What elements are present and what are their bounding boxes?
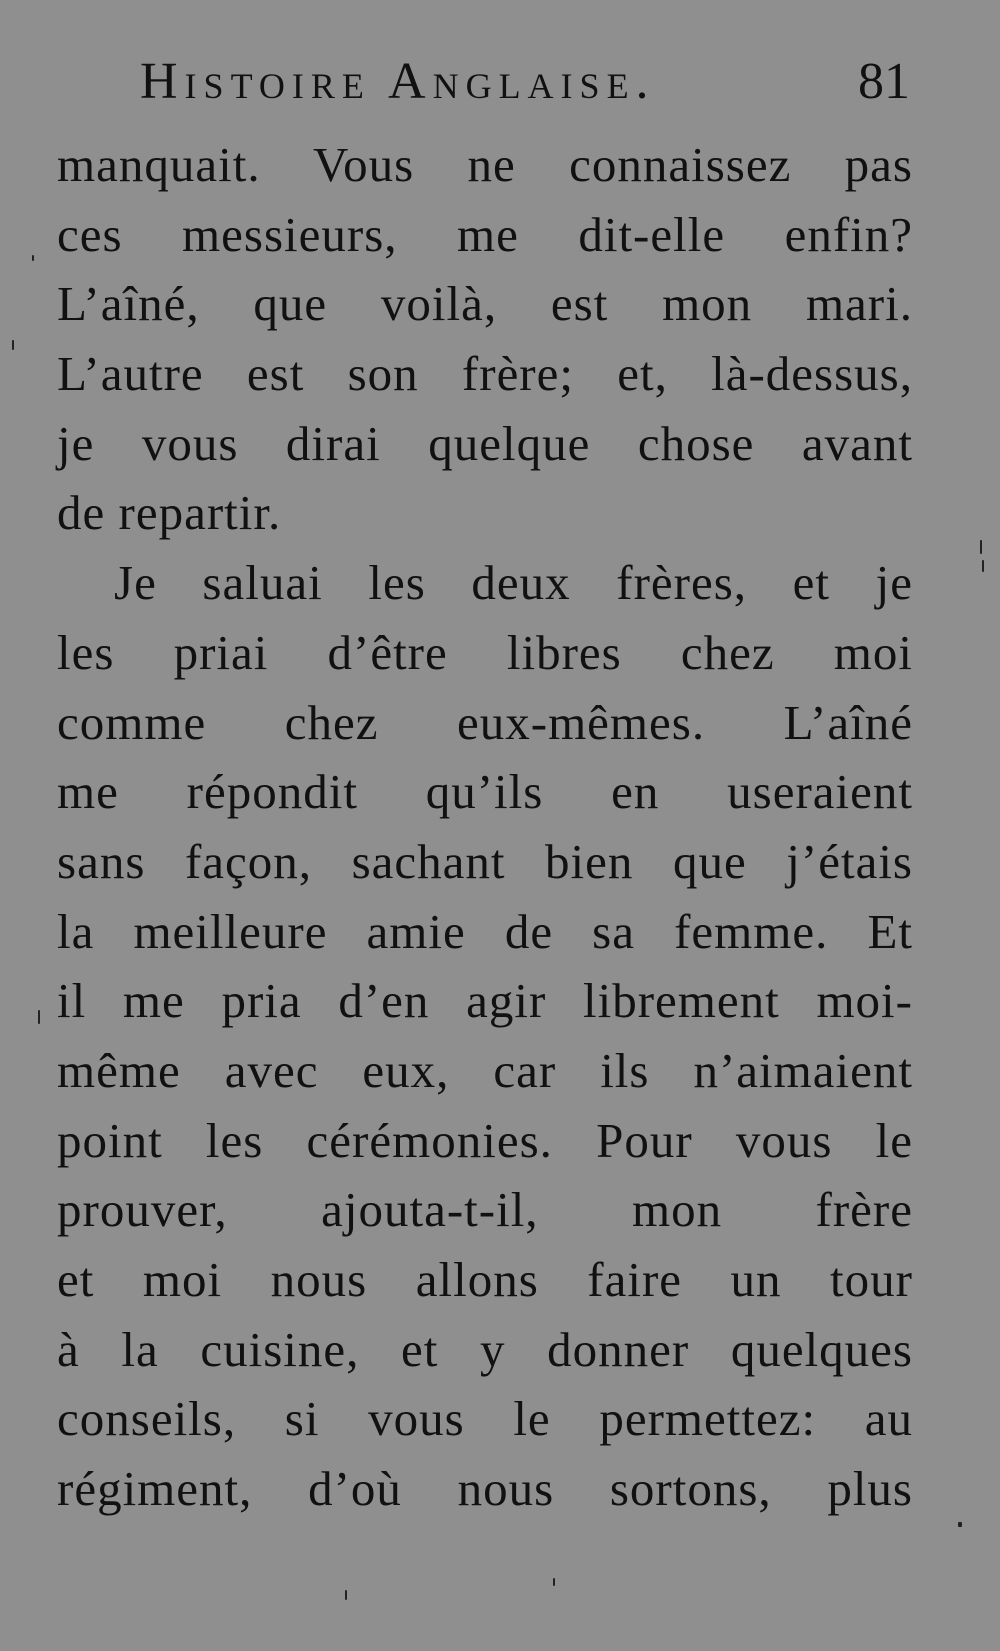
speck: [12, 340, 14, 350]
text-line: sans façon, sachant bien que j’étais: [57, 833, 913, 889]
paragraph-1: [57, 130, 913, 548]
text-line: Je saluai les deux frères, et je: [114, 555, 913, 611]
paragraph-2: [57, 548, 913, 1524]
text-line: me répondit qu’ils en useraient: [57, 764, 913, 820]
text-line: à la cuisine, et y donner quelques: [57, 1321, 913, 1377]
text-line: comme chez eux-mêmes. L’aîné: [57, 694, 913, 750]
page-header: [140, 52, 910, 112]
text-line: conseils, si vous le permettez: au: [57, 1391, 913, 1447]
text-line: de repartir.: [57, 485, 282, 541]
text-line: L’autre est son frère; et, là-dessus,: [57, 346, 913, 402]
speck: [553, 1578, 555, 1586]
text-line: manquait. Vous ne connaissez pas: [57, 137, 913, 192]
text-line: et moi nous allons faire un tour: [57, 1252, 913, 1307]
running-title: Histoire Anglaise.: [140, 53, 656, 110]
text-line: point les cérémonies. Pour vous le: [57, 1112, 913, 1168]
page-number: 81: [858, 53, 910, 110]
text-line: L’aîné, que voilà, est mon mari.: [57, 276, 913, 332]
body-text: [57, 130, 913, 1524]
text-line: prouver, ajouta-t-il, mon frère: [57, 1182, 913, 1238]
text-line: ces messieurs, me dit-elle enfin?: [57, 206, 913, 262]
text-line: même avec eux, car ils n’aimaient: [57, 1042, 913, 1098]
speck: [38, 1010, 40, 1024]
speck: [980, 540, 982, 554]
speck: [345, 1590, 347, 1600]
text-line: la meilleure amie de sa femme. Et: [57, 903, 913, 959]
speck: [32, 255, 34, 261]
speck: [982, 560, 984, 572]
text-line: régiment, d’où nous sortons, plus: [57, 1461, 913, 1517]
text-line: il me pria d’en agir librement moi-: [57, 973, 913, 1029]
text-line: je vous dirai quelque chose avant: [57, 415, 913, 471]
speck: [958, 1522, 962, 1527]
text-line: les priai d’être libres chez moi: [57, 624, 913, 680]
